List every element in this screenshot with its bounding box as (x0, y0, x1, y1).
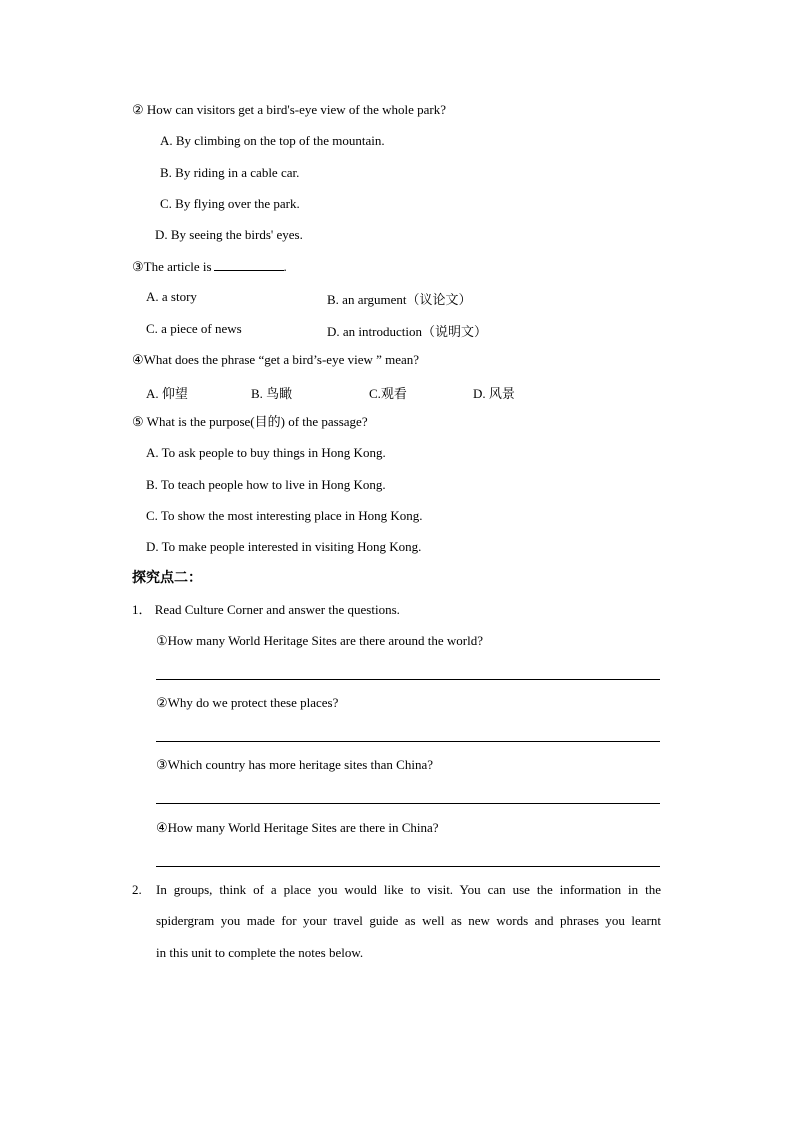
answer-line-3[interactable] (156, 803, 660, 804)
section-2-item-2-line-1: In groups, think of a place you would like to visit. You can use the information in the (156, 882, 661, 897)
answer-line-1[interactable] (156, 679, 660, 680)
culture-question-1: ①How many World Heritage Sites are there around the world? (156, 633, 483, 648)
culture-question-3: ③Which country has more heritage sites than China? (156, 757, 433, 772)
question-5-stem: ⑤ What is the purpose(目的) of the passage? (132, 414, 368, 429)
question-2-option-c: C. By flying over the park. (160, 196, 300, 211)
question-2-option-b: B. By riding in a cable car. (160, 165, 300, 180)
question-2-option-a: A. By climbing on the top of the mountain. (160, 133, 385, 148)
question-2-option-d: D. By seeing the birds' eyes. (155, 227, 303, 242)
section-2-item-2-line-2: spidergram you made for your travel guide as well as new words and phrases you learnt (156, 913, 661, 928)
question-4-option-b: B. 鸟瞰 (251, 386, 293, 401)
question-4-option-a: A. 仰望 (146, 386, 188, 401)
section-2-item-2-line-3: in this unit to complete the notes below. (156, 945, 364, 960)
section-2-item-2-number: 2. (132, 882, 142, 897)
question-2-stem: ② How can visitors get a bird's-eye view of the whole park? (132, 102, 446, 117)
culture-question-2: ②Why do we protect these places? (156, 695, 339, 710)
question-4-stem: ④What does the phrase “get a bird’s-eye view ” mean? (132, 352, 420, 367)
question-4-option-c: C.观看 (369, 386, 407, 401)
question-3-stem-end: . (283, 259, 287, 274)
question-5-option-d: D. To make people interested in visiting Hong Kong. (146, 539, 422, 554)
question-3-option-c: C. a piece of news (146, 321, 242, 336)
section-2-heading: 探究点二： (132, 570, 202, 586)
culture-question-4: ④How many World Heritage Sites are there in China? (156, 820, 439, 835)
answer-blank[interactable] (214, 258, 284, 271)
section-2-item-1: 1． Read Culture Corner and answer the questions. (132, 602, 400, 617)
question-3-option-b: B. an argument（议论文） (327, 292, 472, 307)
question-5-option-c: C. To show the most interesting place in Hong Kong. (146, 508, 423, 523)
question-4-option-d: D. 风景 (473, 386, 515, 401)
question-5-option-b: B. To teach people how to live in Hong Kong. (146, 477, 386, 492)
answer-line-2[interactable] (156, 741, 660, 742)
question-3-option-d: D. an introduction（说明文） (327, 324, 487, 339)
question-5-option-a: A. To ask people to buy things in Hong Kong. (146, 445, 386, 460)
question-3-option-a: A. a story (146, 289, 197, 304)
question-3-stem (132, 258, 287, 275)
question-3-stem-text: ③The article is (132, 259, 212, 274)
answer-line-4[interactable] (156, 866, 660, 867)
